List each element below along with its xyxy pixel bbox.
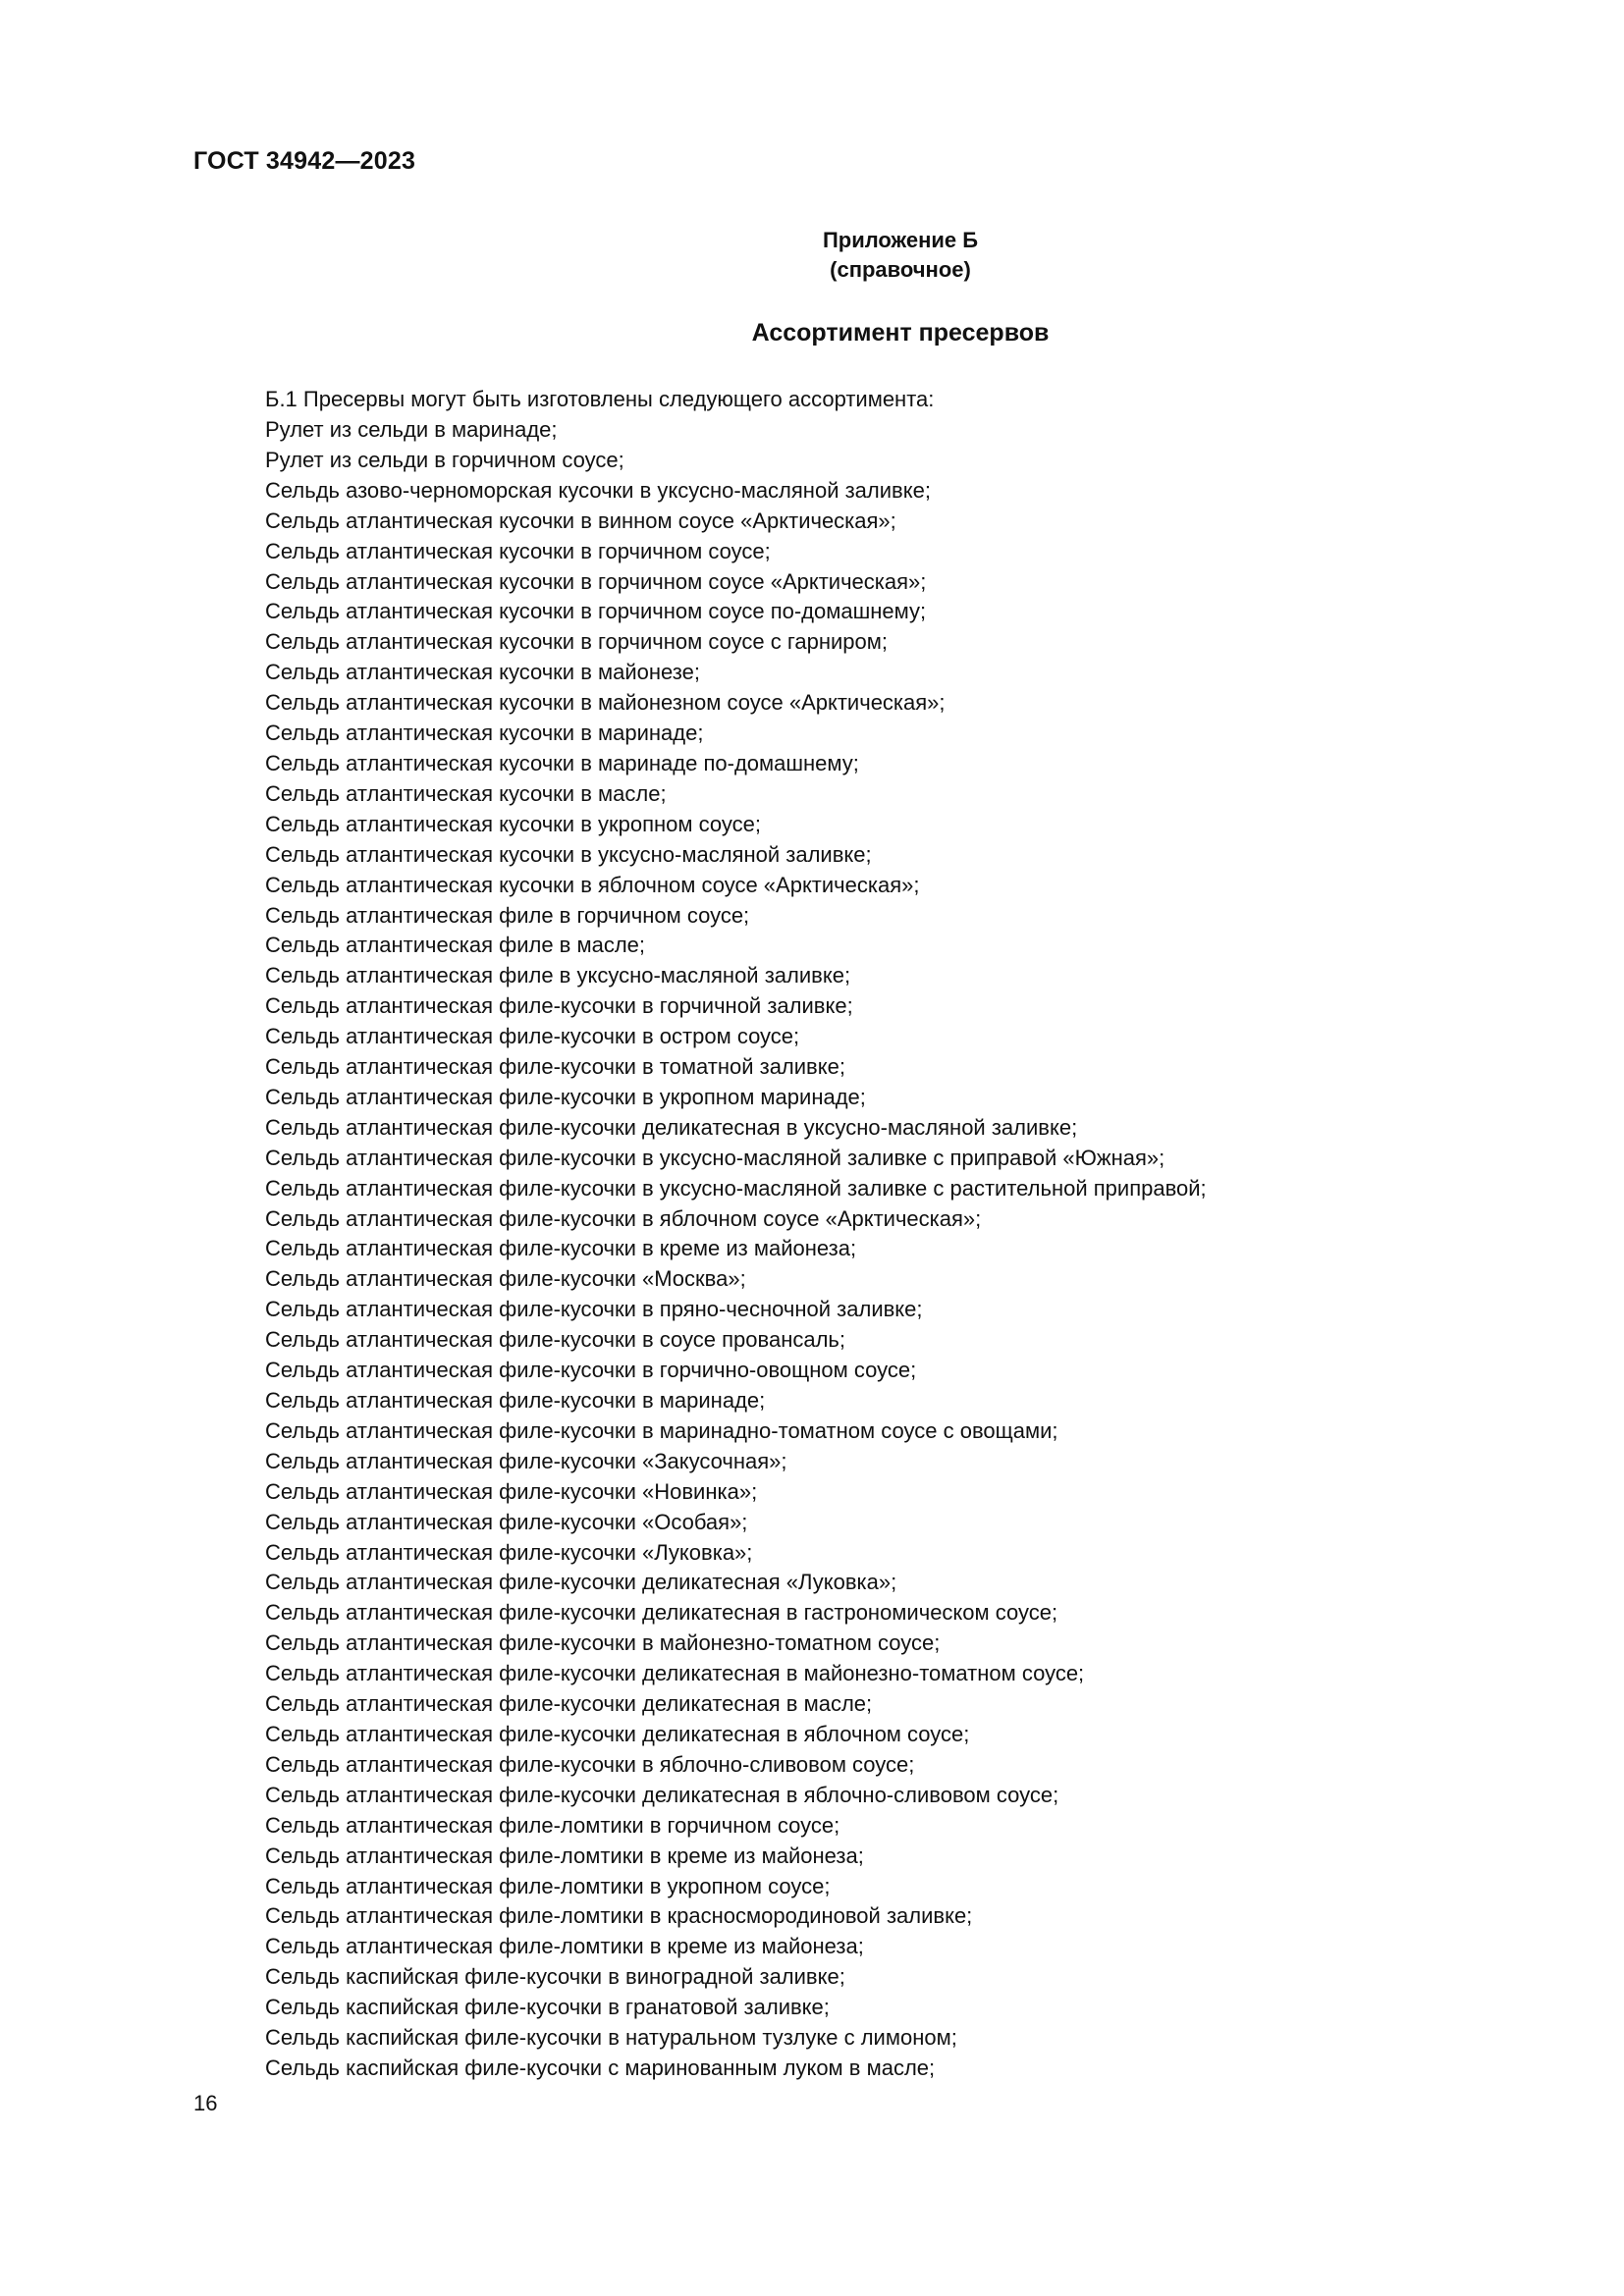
list-item: Сельдь атлантическая филе-кусочки «Закусочная»; bbox=[265, 1448, 787, 1473]
list-item: Сельдь атлантическая филе-кусочки деликатесная в яблочном соусе; bbox=[265, 1721, 970, 1746]
list-item: Сельдь атлантическая филе-кусочки в томатной заливке; bbox=[265, 1054, 845, 1080]
intro-paragraph: Б.1 Пресервы могут быть изготовлены следующего ассортимента: bbox=[265, 387, 935, 411]
list-item: Сельдь атлантическая кусочки в укропном соусе; bbox=[265, 811, 761, 836]
list-item: Сельдь каспийская филе-кусочки с маринованным луком в масле; bbox=[265, 2055, 936, 2080]
list-item: Сельдь атлантическая филе-кусочки деликатесная в уксусно-масляной заливке; bbox=[265, 1114, 1078, 1140]
list-item: Сельдь атлантическая кусочки в масле; bbox=[265, 780, 667, 806]
appendix-heading bbox=[0, 226, 1624, 285]
list-item: Сельдь каспийская филе-кусочки в виноградной заливке; bbox=[265, 1964, 845, 1990]
list-item: Сельдь атлантическая филе-кусочки в укропном маринаде; bbox=[265, 1084, 866, 1109]
list-item: Сельдь атлантическая филе-ломтики в укропном соусе; bbox=[265, 1873, 831, 1898]
list-item: Сельдь атлантическая кусочки в маринаде; bbox=[265, 721, 704, 746]
list-item: Сельдь атлантическая кусочки в майонезе; bbox=[265, 660, 700, 685]
list-item: Сельдь каспийская филе-кусочки в натуральном тузлуке с лимоном; bbox=[265, 2025, 957, 2051]
list-item: Сельдь атлантическая филе-кусочки в майонезно-томатном соусе; bbox=[265, 1630, 941, 1656]
document-code: ГОСТ 34942—2023 bbox=[193, 147, 416, 175]
list-item: Сельдь атлантическая филе-кусочки в пряно-чесночной заливке; bbox=[265, 1297, 923, 1322]
list-item: Сельдь атлантическая филе-кусочки в горчично-овощном соусе; bbox=[265, 1358, 917, 1383]
list-item: Сельдь атлантическая филе-кусочки деликатесная в яблочно-сливовом соусе; bbox=[265, 1782, 1059, 1807]
list-item: Рулет из сельди в маринаде; bbox=[265, 417, 558, 442]
list-item: Сельдь атлантическая филе-кусочки в маринадно-томатном соусе с овощами; bbox=[265, 1417, 1058, 1443]
list-item: Сельдь атлантическая филе-кусочки в горчичной заливке; bbox=[265, 993, 853, 1019]
list-item: Сельдь атлантическая филе-кусочки «Москва»; bbox=[265, 1266, 746, 1292]
list-item: Сельдь атлантическая кусочки в маринаде по-домашнему; bbox=[265, 750, 859, 775]
list-item: Сельдь атлантическая филе-кусочки в яблочно-сливовом соусе; bbox=[265, 1751, 915, 1777]
list-item: Сельдь атлантическая филе-ломтики в горчичном соусе; bbox=[265, 1812, 840, 1838]
assortment-list bbox=[265, 415, 1207, 2084]
list-item: Сельдь атлантическая филе-ломтики в креме из майонеза; bbox=[265, 1842, 864, 1868]
appendix-type: (справочное) bbox=[830, 257, 971, 282]
list-item: Сельдь каспийская филе-кусочки в гранатовой заливке; bbox=[265, 1995, 830, 2020]
list-item: Сельдь атлантическая кусочки в винном соусе «Арктическая»; bbox=[265, 507, 896, 533]
list-item: Сельдь атлантическая кусочки в горчичном соусе по-домашнему; bbox=[265, 599, 927, 624]
list-item: Сельдь атлантическая филе в уксусно-масляной заливке; bbox=[265, 963, 851, 988]
list-item: Сельдь атлантическая филе-кусочки деликатесная «Луковка»; bbox=[265, 1570, 897, 1595]
list-item: Сельдь атлантическая филе в масле; bbox=[265, 933, 646, 958]
list-item: Сельдь атлантическая кусочки в яблочном соусе «Арктическая»; bbox=[265, 872, 920, 897]
list-item: Сельдь атлантическая кусочки в горчичном соусе с гарниром; bbox=[265, 629, 888, 655]
list-item: Сельдь атлантическая филе-кусочки в маринаде; bbox=[265, 1388, 766, 1413]
list-item: Сельдь атлантическая кусочки в горчичном соусе «Арктическая»; bbox=[265, 568, 927, 594]
list-item: Сельдь атлантическая филе-кусочки в креме из майонеза; bbox=[265, 1236, 857, 1261]
section-title-block bbox=[0, 319, 1624, 347]
list-item: Сельдь азово-черноморская кусочки в уксусно-масляной заливке; bbox=[265, 477, 931, 503]
section-title: Ассортимент пресервов bbox=[751, 319, 1050, 347]
list-item: Сельдь атлантическая филе в горчичном соусе; bbox=[265, 902, 750, 928]
list-item: Сельдь атлантическая филе-кусочки в уксусно-масляной заливке с растительной приправой; bbox=[265, 1175, 1207, 1201]
list-item: Сельдь атлантическая филе-кусочки в соусе провансаль; bbox=[265, 1327, 845, 1353]
list-item: Сельдь атлантическая филе-кусочки в уксусно-масляной заливке с приправой «Южная»; bbox=[265, 1145, 1165, 1170]
list-item: Сельдь атлантическая филе-кусочки деликатесная в майонезно-томатном соусе; bbox=[265, 1661, 1085, 1686]
list-item: Сельдь атлантическая филе-кусочки в яблочном соусе «Арктическая»; bbox=[265, 1205, 982, 1231]
list-item: Сельдь атлантическая филе-кусочки «Луковка»; bbox=[265, 1539, 753, 1565]
list-item: Сельдь атлантическая филе-кусочки деликатесная в масле; bbox=[265, 1691, 873, 1717]
list-item: Сельдь атлантическая филе-ломтики в креме из майонеза; bbox=[265, 1934, 864, 1959]
list-item: Сельдь атлантическая филе-ломтики в красносмородиновой заливке; bbox=[265, 1903, 973, 1929]
appendix-title: Приложение Б bbox=[822, 228, 979, 252]
page-number: 16 bbox=[193, 2091, 218, 2115]
list-item: Рулет из сельди в горчичном соусе; bbox=[265, 447, 624, 472]
list-item: Сельдь атлантическая филе-кусочки «Новинка»; bbox=[265, 1478, 758, 1504]
list-item: Сельдь атлантическая кусочки в уксусно-масляной заливке; bbox=[265, 841, 872, 867]
list-item: Сельдь атлантическая филе-кусочки деликатесная в гастрономическом соусе; bbox=[265, 1600, 1058, 1626]
list-item: Сельдь атлантическая филе-кусочки в остром соусе; bbox=[265, 1024, 800, 1049]
list-item: Сельдь атлантическая филе-кусочки «Особая»; bbox=[265, 1509, 748, 1534]
list-item: Сельдь атлантическая кусочки в майонезном соусе «Арктическая»; bbox=[265, 690, 946, 716]
list-item: Сельдь атлантическая кусочки в горчичном соусе; bbox=[265, 538, 771, 563]
